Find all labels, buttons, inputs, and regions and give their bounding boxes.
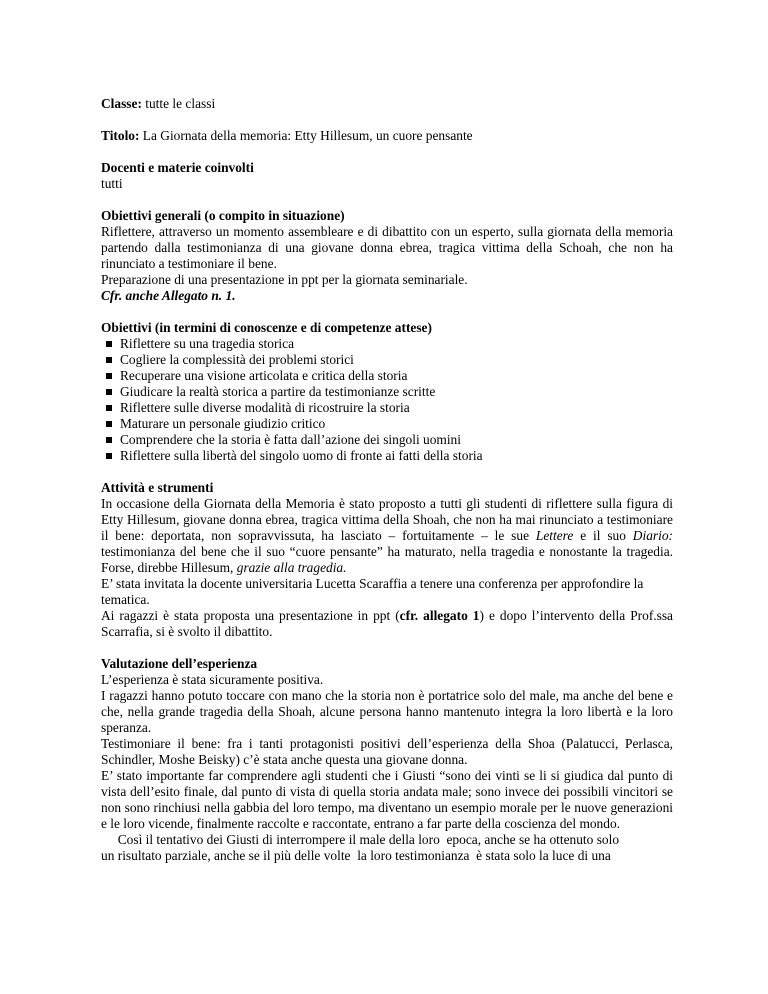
obiettivi-generali-text: Riflettere, attraverso un momento assembleare e di dibattito con un esperto, sulla giornata della memoria partendo dalla testimonianza di una giovane donna ebrea, tragica vittima della Schoah, che non ha rinunciato a testimoniare il bene. [101, 224, 673, 271]
valutazione-paragraph-5-line-1: Così il tentativo dei Giusti di interrompere il male della loro epoca, anche se ha ottenuto solo [101, 832, 620, 847]
valutazione-paragraph-5-line-2: un risultato parziale, anche se il più delle volte la loro testimonianza è stata solo la luce di una [101, 848, 611, 863]
attivita-text: testimonianza del bene che il suo “cuore pensante” ha maturato, nella tragedia e nonostante la tragedia. Forse, direbbe Hillesum, [101, 544, 673, 575]
attivita-paragraph-1 [101, 496, 673, 576]
bullet-square-icon [106, 341, 112, 347]
list-item-text: Maturare un personale giudizio critico [120, 416, 326, 431]
bullet-square-icon [106, 421, 112, 427]
list-item-text: Recuperare una visione articolata e critica della storia [120, 368, 408, 383]
list-item [101, 352, 673, 368]
classe-value: tutte le classi [141, 96, 216, 111]
valutazione-paragraph-4: E’ stato importante far comprendere agli studenti che i Giusti “sono dei vinti se li si giudica dal punto di vista dell’esito finale, dal punto di vista di quella storia andata male; sono invece dei possibili vincitori se non sono rinchiusi nella gabbia del loro tempo, ma diventano un esempio morale per le nuove generazioni e le loro vicende, finalmente raccolte e raccontate, entrano a far parte della coscienza del mondo. [101, 768, 673, 831]
obiettivi-list [101, 336, 673, 464]
list-item [101, 368, 673, 384]
allegato-reference: Cfr. anche Allegato n. 1. [101, 288, 236, 303]
list-item-text: Riflettere sulla libertà del singolo uomo di fronte ai fatti della storia [120, 448, 483, 463]
valutazione-paragraph-1: L’esperienza è stata sicuramente positiva. [101, 672, 324, 687]
valutazione-section [101, 656, 673, 864]
attivita-text: e il suo [573, 528, 633, 543]
valutazione-heading: Valutazione dell’esperienza [101, 656, 258, 671]
allegato-ref: cfr. allegato 1 [399, 608, 480, 623]
document-body [101, 96, 673, 864]
valutazione-paragraph-3: Testimoniare il bene: fra i tanti protagonisti positivi dell’esperienza della Shoa (Palatucci, Perlasca, Schindler, Moshe Beisky) c’è stata anche questa una giovane donna. [101, 736, 673, 767]
attivita-text: Ai ragazzi è stata proposta una presentazione in ppt ( [101, 608, 400, 623]
attivita-text: ) e dopo l’intervento della Prof.ssa Scarrafia, si è svolto il dibattito. [101, 608, 673, 639]
list-item-text: Riflettere su una tragedia storica [120, 336, 295, 351]
lettere-title: Lettere [535, 528, 574, 543]
attivita-section [101, 480, 673, 640]
attivita-text: In occasione della Giornata della Memoria è stato proposto a tutti gli studenti di riflettere sulla figura di Etty Hillesum, giovane donna ebrea, tragica vittima della Shoah, che non ha mai rinunciato a testimoniare il bene: deportata, non sopravvissuta, ha lasciato – fortuitamente – le sue [101, 496, 673, 543]
valutazione-paragraph-2: I ragazzi hanno potuto toccare con mano che la storia non è portatrice solo del male, ma anche del bene e che, nella grande tragedia della Shoah, alcune persona hanno mantenuto integra la loro libertà e la loro speranza. [101, 688, 673, 735]
attivita-paragraph-3 [101, 608, 673, 640]
obiettivi-generali-section [101, 208, 673, 304]
bullet-square-icon [106, 389, 112, 395]
list-item-text: Riflettere sulle diverse modalità di ricostruire la storia [120, 400, 410, 415]
list-item [101, 384, 673, 400]
list-item [101, 432, 673, 448]
titolo-value: La Giornata della memoria: Etty Hillesum, un cuore pensante [139, 128, 473, 143]
classe-section [101, 96, 673, 112]
docenti-value: tutti [101, 176, 123, 191]
bullet-square-icon [106, 437, 112, 443]
list-item [101, 400, 673, 416]
bullet-square-icon [106, 453, 112, 459]
obiettivi-generali-text2: Preparazione di una presentazione in ppt per la giornata seminariale. [101, 272, 468, 287]
list-item-text: Comprendere che la storia è fatta dall’azione dei singoli uomini [120, 432, 461, 447]
bullet-square-icon [106, 405, 112, 411]
diario-title: Diario: [632, 528, 673, 543]
classe-label: Classe: [101, 96, 142, 111]
grazie-phrase: grazie alla tragedia. [236, 560, 347, 575]
list-item-text: Cogliere la complessità dei problemi storici [120, 352, 354, 367]
docenti-section [101, 160, 673, 192]
attivita-heading: Attività e strumenti [101, 480, 214, 495]
obiettivi-heading: Obiettivi (in termini di conoscenze e di competenze attese) [101, 320, 432, 335]
attivita-paragraph-2: E’ stata invitata la docente universitaria Lucetta Scaraffia a tenere una conferenza per approfondire la tematica. [101, 576, 644, 607]
bullet-square-icon [106, 373, 112, 379]
titolo-label: Titolo: [101, 128, 140, 143]
obiettivi-section [101, 320, 673, 464]
obiettivi-generali-heading: Obiettivi generali (o compito in situazione) [101, 208, 345, 223]
titolo-section [101, 128, 673, 144]
list-item [101, 448, 673, 464]
bullet-square-icon [106, 357, 112, 363]
list-item [101, 336, 673, 352]
list-item-text: Giudicare la realtà storica a partire da testimonianze scritte [120, 384, 436, 399]
docenti-heading: Docenti e materie coinvolti [101, 160, 254, 175]
list-item [101, 416, 673, 432]
